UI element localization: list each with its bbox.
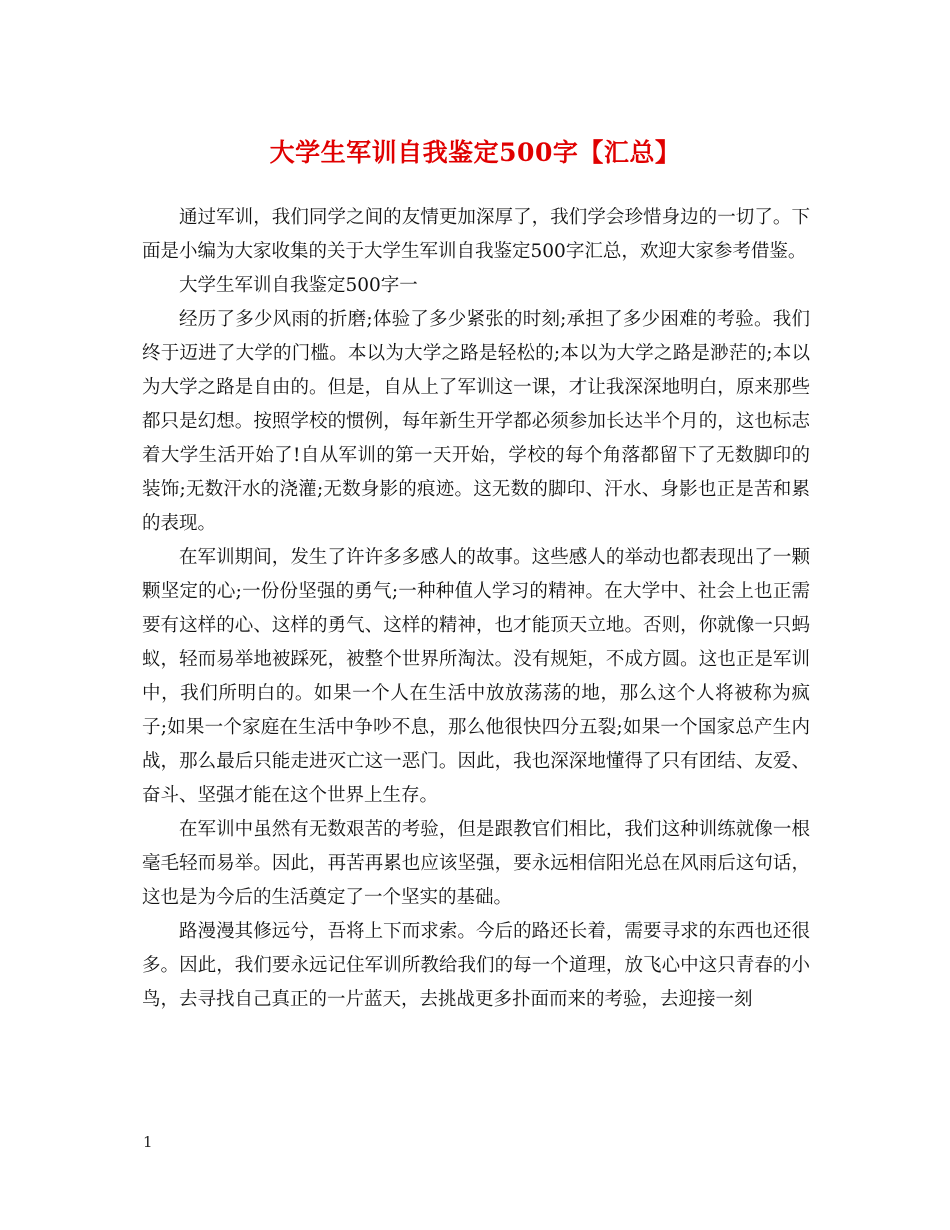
document-body — [142, 201, 810, 1017]
intro-paragraph: 通过军训，我们同学之间的友情更加深厚了，我们学会珍惜身边的一切了。下面是小编为大家收集的关于大学生军训自我鉴定500字汇总，欢迎大家参考借鉴。 — [142, 207, 810, 262]
section-heading: 大学生军训自我鉴定500字一 — [179, 275, 418, 296]
body-paragraph: 路漫漫其修远兮，吾将上下而求索。今后的路还长着，需要寻求的东西也还很多。因此，我们要永远记住军训所教给我们的每一个道理，放飞心中这只青春的小鸟，去寻找自己真正的一片蓝天，去挑战更多扑面而来的考验，去迎接一刻 — [142, 921, 810, 1010]
body-paragraph: 在军训中虽然有无数艰苦的考验，但是跟教官们相比，我们这种训练就像一根毫毛轻而易举。因此，再苦再累也应该坚强，要永远相信阳光总在风雨后这句话，这也是为今后的生活奠定了一个坚实的基础。 — [142, 819, 810, 908]
document-title: 大学生军训自我鉴定500字【汇总】 — [269, 138, 681, 167]
page-number: 1 — [143, 1133, 153, 1151]
body-paragraph: 在军训期间，发生了许许多多感人的故事。这些感人的举动也都表现出了一颗颗坚定的心;一份份坚强的勇气;一种种值人学习的精神。在大学中、社会上也正需要有这样的心、这样的勇气、这样的精神，也才能顶天立地。否则，你就像一只蚂蚁，轻而易举地被踩死，被整个世界所淘汰。没有规矩，不成方圆。这也正是军训中，我们所明白的。如果一个人在生活中放放荡荡的地，那么这个人将被称为疯子;如果一个家庭在生活中争吵不息，那么他很快四分五裂;如果一个国家总产生内战，那么最后只能走进灭亡这一恶门。因此，我也深深地懂得了只有团结、友爱、奋斗、坚强才能在这个世界上生存。 — [142, 547, 810, 806]
body-paragraph: 经历了多少风雨的折磨;体验了多少紧张的时刻;承担了多少困难的考验。我们终于迈进了大学的门槛。本以为大学之路是轻松的;本以为大学之路是渺茫的;本以为大学之路是自由的。但是，自从上了军训这一课，才让我深深地明白，原来那些都只是幻想。按照学校的惯例，每年新生开学都必须参加长达半个月的，这也标志着大学生活开始了!自从军训的第一天开始，学校的每个角落都留下了无数脚印的装饰;无数汗水的浇灌;无数身影的痕迹。这无数的脚印、汗水、身影也正是苦和累的表现。 — [142, 309, 810, 534]
